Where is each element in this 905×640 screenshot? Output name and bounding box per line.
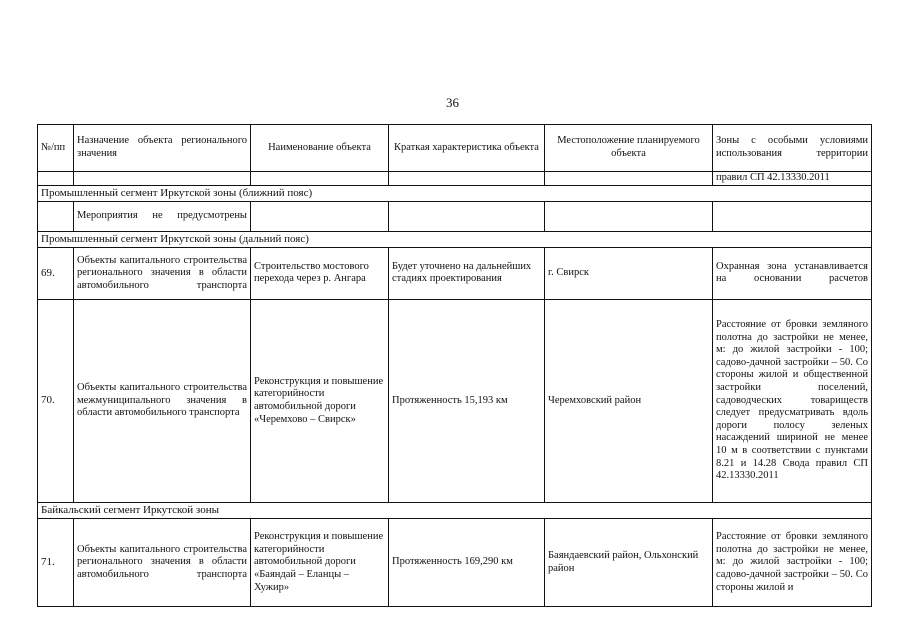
table-header-row bbox=[38, 125, 872, 172]
page-number: 36 bbox=[446, 95, 459, 110]
segment-title-near: Промышленный сегмент Иркутской зоны (ближний пояс) bbox=[38, 185, 872, 201]
row-characteristic: Протяженность 15,193 км bbox=[389, 299, 545, 502]
header-location: Местоположение планируемого объекта bbox=[545, 125, 713, 172]
row-characteristic: Будет уточнено на дальнейших стадиях проектирования bbox=[389, 247, 545, 299]
row-object-name: Строительство мостового перехода через р. Ангара bbox=[251, 247, 389, 299]
row-number: 70. bbox=[38, 299, 74, 502]
header-purpose: Назначение объекта регионального значения bbox=[74, 125, 251, 172]
row-zones: Охранная зона устанавливается на основании расчетов bbox=[713, 247, 872, 299]
row-location: Баяндаевский район, Ольхонский район bbox=[545, 519, 713, 607]
header-name: Наименование объекта bbox=[251, 125, 389, 172]
row-zones: Расстояние от бровки земляного полотна до застройки не менее, м: до жилой застройки - 100; садово-дачной застройки – 50. Со стороны жилой и общественной застройки поселений, садоводческих товариществ следует предусматривать вдоль дороги полосу зеленых насаждений шириной не менее 10 м в соответствии с пунктами 8.21 и 14.28 Свода правил СП 42.13330.2011 bbox=[713, 299, 872, 502]
row-zones: Расстояние от бровки земляного полотна до застройки не менее, м: до жилой застройки - 100; садово-дачной застройки – 50. Со стороны жилой и bbox=[713, 519, 872, 607]
table-row bbox=[38, 201, 872, 231]
row-number: 71. bbox=[38, 519, 74, 607]
row-purpose: Объекты капитального строительства межмуниципального значения в области автомобильного транспорта bbox=[74, 299, 251, 502]
header-characteristic: Краткая характеристика объекта bbox=[389, 125, 545, 172]
row-number: 69. bbox=[38, 247, 74, 299]
row-location: Черемховский район bbox=[545, 299, 713, 502]
segment-title-far: Промышленный сегмент Иркутской зоны (дальний пояс) bbox=[38, 231, 872, 247]
table-row bbox=[38, 299, 872, 502]
segment-row-near bbox=[38, 185, 872, 201]
header-zones: Зоны с особыми условиями использования территории bbox=[713, 125, 872, 172]
row-purpose: Объекты капитального строительства регионального значения в области автомобильного транспорта bbox=[74, 519, 251, 607]
row-characteristic: Протяженность 169,290 км bbox=[389, 519, 545, 607]
header-num: №/пп bbox=[38, 125, 74, 172]
no-measures-text: Мероприятия не предусмотрены bbox=[74, 201, 251, 231]
row-object-name: Реконструкция и повышение категорийности автомобильной дороги «Баяндай – Еланцы – Хужир» bbox=[251, 519, 389, 607]
row-object-name: Реконструкция и повышение категорийности автомобильной дороги «Черемхово – Свирск» bbox=[251, 299, 389, 502]
planned-objects-table bbox=[37, 124, 872, 607]
segment-row-baikal bbox=[38, 502, 872, 518]
continuation-zone-text: правил СП 42.13330.2011 bbox=[713, 172, 872, 186]
row-purpose: Объекты капитального строительства регионального значения в области автомобильного транспорта bbox=[74, 247, 251, 299]
segment-title-baikal: Байкальский сегмент Иркутской зоны bbox=[38, 502, 872, 518]
table-row bbox=[38, 519, 872, 607]
row-location: г. Свирск bbox=[545, 247, 713, 299]
segment-row-far bbox=[38, 231, 872, 247]
table-row bbox=[38, 247, 872, 299]
continuation-row bbox=[38, 172, 872, 186]
